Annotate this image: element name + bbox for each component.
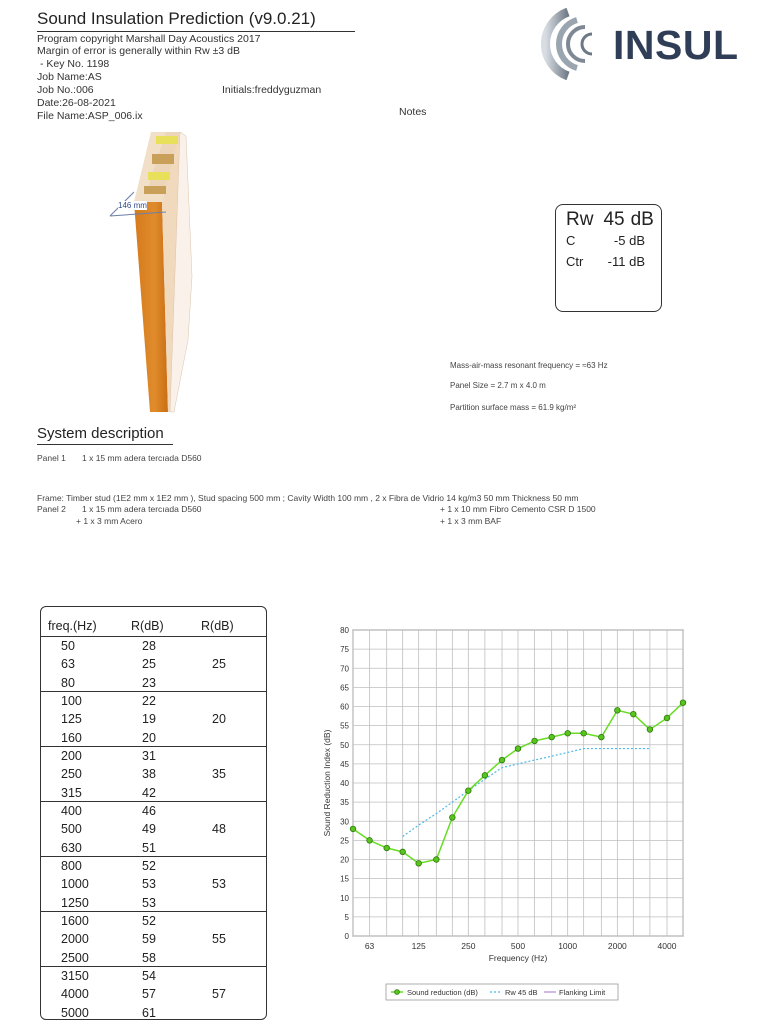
- frame-description: Frame: Timber stud (1E2 mm x 1E2 mm ), Stud spacing 500 mm ; Cavity Width 100 mm , 2 x Fibra de Vidrio 14 kg/m3 50 mm Thickness 50 mm: [37, 493, 579, 503]
- x-tick-label: 1000: [558, 941, 578, 951]
- panel1-description: 1 x 15 mm adera tercıada D560: [82, 453, 202, 463]
- table-cell-frequency: 4000: [61, 987, 89, 1002]
- table-cell-octave-r: 48: [212, 822, 226, 837]
- table-cell-frequency: 630: [61, 840, 82, 855]
- table-cell-third-octave-r: 52: [142, 859, 156, 873]
- ctr-value: -11 dB: [607, 254, 645, 269]
- system-description-underline: [37, 444, 173, 445]
- table-cell-third-octave-r: 51: [142, 840, 156, 855]
- sound-reduction-point: [615, 708, 621, 714]
- table-cell-frequency: 200: [61, 749, 82, 763]
- y-tick-label: 65: [340, 683, 349, 693]
- copyright-line: Program copyright Marshall Day Acoustics 2017: [37, 33, 261, 45]
- initials-line: Initials:freddyguzman: [222, 84, 322, 96]
- table-cell-frequency: 315: [61, 785, 82, 800]
- x-axis-label: Frequency (Hz): [488, 953, 548, 963]
- table-cell-third-octave-r: 54: [142, 969, 156, 983]
- margin-of-error-line: Margin of error is generally within Rw ±3 dB: [37, 45, 241, 57]
- table-group: [41, 747, 267, 802]
- table-cell-octave-r: 53: [212, 877, 226, 892]
- c-rating: [566, 233, 661, 254]
- table-cell-frequency: 1250: [61, 895, 89, 910]
- table-cell-frequency: 1000: [61, 877, 89, 892]
- c-value: -5 dB: [613, 233, 645, 248]
- key-number-line: - Key No. 1198: [40, 58, 110, 70]
- panel2-description: 1 x 15 mm adera tercıada D560: [82, 504, 202, 514]
- table-group: [41, 802, 267, 857]
- y-tick-label: 20: [340, 855, 349, 865]
- sound-reduction-point: [515, 746, 521, 752]
- panel1-extra-layer-1: + 1 x 10 mm Fibro Cemento CSR D 1500: [440, 504, 596, 514]
- sound-reduction-point: [631, 711, 637, 717]
- table-cell-third-octave-r: 53: [142, 877, 156, 892]
- x-tick-label: 4000: [657, 941, 677, 951]
- table-cell-third-octave-r: 61: [142, 1005, 156, 1020]
- sound-reduction-point: [532, 738, 538, 744]
- table-cell-frequency: 80: [61, 675, 75, 690]
- table-cell-third-octave-r: 53: [142, 895, 156, 910]
- rw-rating: [566, 209, 661, 233]
- table-group: [41, 692, 267, 747]
- sound-reduction-point: [416, 861, 422, 867]
- table-cell-octave-r: 55: [212, 932, 226, 947]
- sound-reduction-point: [450, 815, 456, 821]
- table-cell-third-octave-r: 52: [142, 914, 156, 928]
- sound-reduction-point: [482, 773, 488, 779]
- y-tick-label: 5: [344, 912, 349, 922]
- table-cell-frequency: 500: [61, 822, 82, 837]
- panel-thickness-label: 146 mm: [118, 201, 147, 210]
- table-cell-third-octave-r: 58: [142, 950, 156, 965]
- legend-marker-sound-reduction: [395, 990, 400, 995]
- table-cell-third-octave-r: 31: [142, 749, 156, 763]
- y-tick-label: 10: [340, 893, 349, 903]
- legend-label-rw: Rw 45 dB: [505, 988, 538, 997]
- table-group: [41, 857, 267, 912]
- table-cell-frequency: 800: [61, 859, 82, 873]
- table-cell-third-octave-r: 20: [142, 730, 156, 745]
- sound-reduction-point: [367, 838, 373, 844]
- table-cell-frequency: 2000: [61, 932, 89, 947]
- rw-unit: dB: [630, 209, 654, 230]
- ratings-box: [555, 204, 662, 312]
- system-description-heading: System description: [37, 425, 164, 442]
- table-cell-third-octave-r: 22: [142, 694, 156, 708]
- sound-reduction-point: [466, 788, 472, 794]
- surface-mass: Partition surface mass = 61.9 kg/m²: [450, 403, 577, 412]
- table-cell-frequency: 63: [61, 657, 75, 672]
- table-cell-frequency: 100: [61, 694, 82, 708]
- x-tick-label: 63: [364, 941, 375, 951]
- y-tick-label: 35: [340, 798, 349, 808]
- c-label: C: [566, 233, 576, 248]
- table-cell-frequency: 5000: [61, 1005, 89, 1020]
- table-header-third-octave: R(dB): [131, 619, 164, 633]
- job-name-line: Job Name:AS: [37, 71, 102, 83]
- y-tick-label: 70: [340, 664, 349, 674]
- sound-reduction-point: [599, 734, 605, 740]
- table-cell-frequency: 250: [61, 767, 82, 782]
- sound-reduction-point: [499, 757, 505, 763]
- table-group: [41, 967, 267, 1020]
- sound-reduction-point: [549, 734, 555, 740]
- rw-label: Rw: [566, 209, 594, 230]
- table-cell-third-octave-r: 23: [142, 675, 156, 690]
- table-cell-octave-r: 57: [212, 987, 226, 1002]
- sound-reduction-point: [384, 845, 390, 851]
- x-tick-label: 2000: [607, 941, 627, 951]
- sound-reduction-point: [581, 730, 587, 736]
- table-header-octave: R(dB): [201, 619, 234, 633]
- table-group: [41, 637, 267, 692]
- results-table: [40, 606, 267, 1020]
- y-tick-label: 30: [340, 817, 349, 827]
- file-name-line: File Name:ASP_006.ix: [37, 110, 143, 122]
- table-cell-octave-r: 35: [212, 767, 226, 782]
- panel1-label: Panel 1: [37, 453, 66, 463]
- table-group: [41, 912, 267, 967]
- y-tick-label: 25: [340, 836, 349, 846]
- y-tick-label: 0: [344, 932, 349, 941]
- sound-reduction-point: [565, 730, 571, 736]
- legend-label-flanking: Flanking Limit: [559, 988, 606, 997]
- x-tick-label: 500: [510, 941, 526, 951]
- rw-value: 45: [603, 209, 625, 230]
- x-tick-label: 125: [411, 941, 426, 951]
- job-number-line: Job No.:006: [37, 84, 94, 96]
- y-tick-label: 75: [340, 645, 349, 655]
- sound-reduction-point: [400, 849, 406, 855]
- y-tick-label: 80: [340, 626, 349, 635]
- ctr-label: Ctr: [566, 254, 584, 269]
- y-tick-label: 15: [340, 874, 349, 884]
- panel2-label: Panel 2: [37, 504, 66, 514]
- report-title: Sound Insulation Prediction (v9.0.21): [37, 9, 316, 28]
- y-tick-label: 50: [340, 740, 349, 750]
- y-tick-label: 60: [340, 702, 349, 712]
- panel1-extra-layer-2: + 1 x 3 mm BAF: [440, 516, 502, 526]
- table-cell-third-octave-r: 49: [142, 822, 156, 837]
- y-tick-label: 55: [340, 721, 349, 731]
- panel2-extra-layer: + 1 x 3 mm Acero: [76, 516, 143, 526]
- panel-size: Panel Size = 2.7 m x 4.0 m: [450, 381, 546, 390]
- table-cell-frequency: 125: [61, 712, 82, 727]
- table-cell-third-octave-r: 28: [142, 639, 156, 653]
- sound-reduction-point: [647, 727, 653, 733]
- y-tick-label: 40: [340, 779, 349, 788]
- table-cell-third-octave-r: 59: [142, 932, 156, 947]
- table-cell-frequency: 160: [61, 730, 82, 745]
- table-cell-third-octave-r: 19: [142, 712, 156, 727]
- sound-reduction-point: [680, 700, 686, 706]
- title-underline: [37, 31, 355, 32]
- sound-reduction-point: [664, 715, 670, 721]
- y-axis-label: Sound Reduction Index (dB): [322, 729, 332, 837]
- table-cell-frequency: 2500: [61, 950, 89, 965]
- table-cell-third-octave-r: 25: [142, 657, 156, 672]
- legend-label-sound-reduction: Sound reduction (dB): [407, 988, 478, 997]
- table-cell-octave-r: 20: [212, 712, 226, 727]
- partition-panel-illustration: [96, 126, 296, 420]
- table-cell-frequency: 3150: [61, 969, 89, 983]
- table-cell-frequency: 400: [61, 804, 82, 818]
- table-header-frequency: freq.(Hz): [48, 619, 97, 633]
- sound-reduction-chart: [318, 618, 690, 1008]
- sound-reduction-point: [350, 826, 356, 832]
- table-cell-third-octave-r: 46: [142, 804, 156, 818]
- notes-label: Notes: [399, 106, 427, 118]
- table-cell-octave-r: 25: [212, 657, 226, 672]
- table-cell-third-octave-r: 57: [142, 987, 156, 1002]
- table-cell-third-octave-r: 42: [142, 785, 156, 800]
- date-line: Date:26-08-2021: [37, 97, 116, 109]
- resonant-frequency: Mass-air-mass resonant frequency = ≈63 Hz: [450, 361, 608, 370]
- insul-logo-text: INSUL: [613, 22, 739, 68]
- table-cell-frequency: 50: [61, 639, 75, 653]
- table-cell-frequency: 1600: [61, 914, 89, 928]
- x-tick-label: 250: [461, 941, 476, 951]
- y-tick-label: 45: [340, 759, 349, 769]
- sound-reduction-point: [434, 857, 440, 863]
- table-cell-third-octave-r: 38: [142, 767, 156, 782]
- ctr-rating: [566, 254, 661, 275]
